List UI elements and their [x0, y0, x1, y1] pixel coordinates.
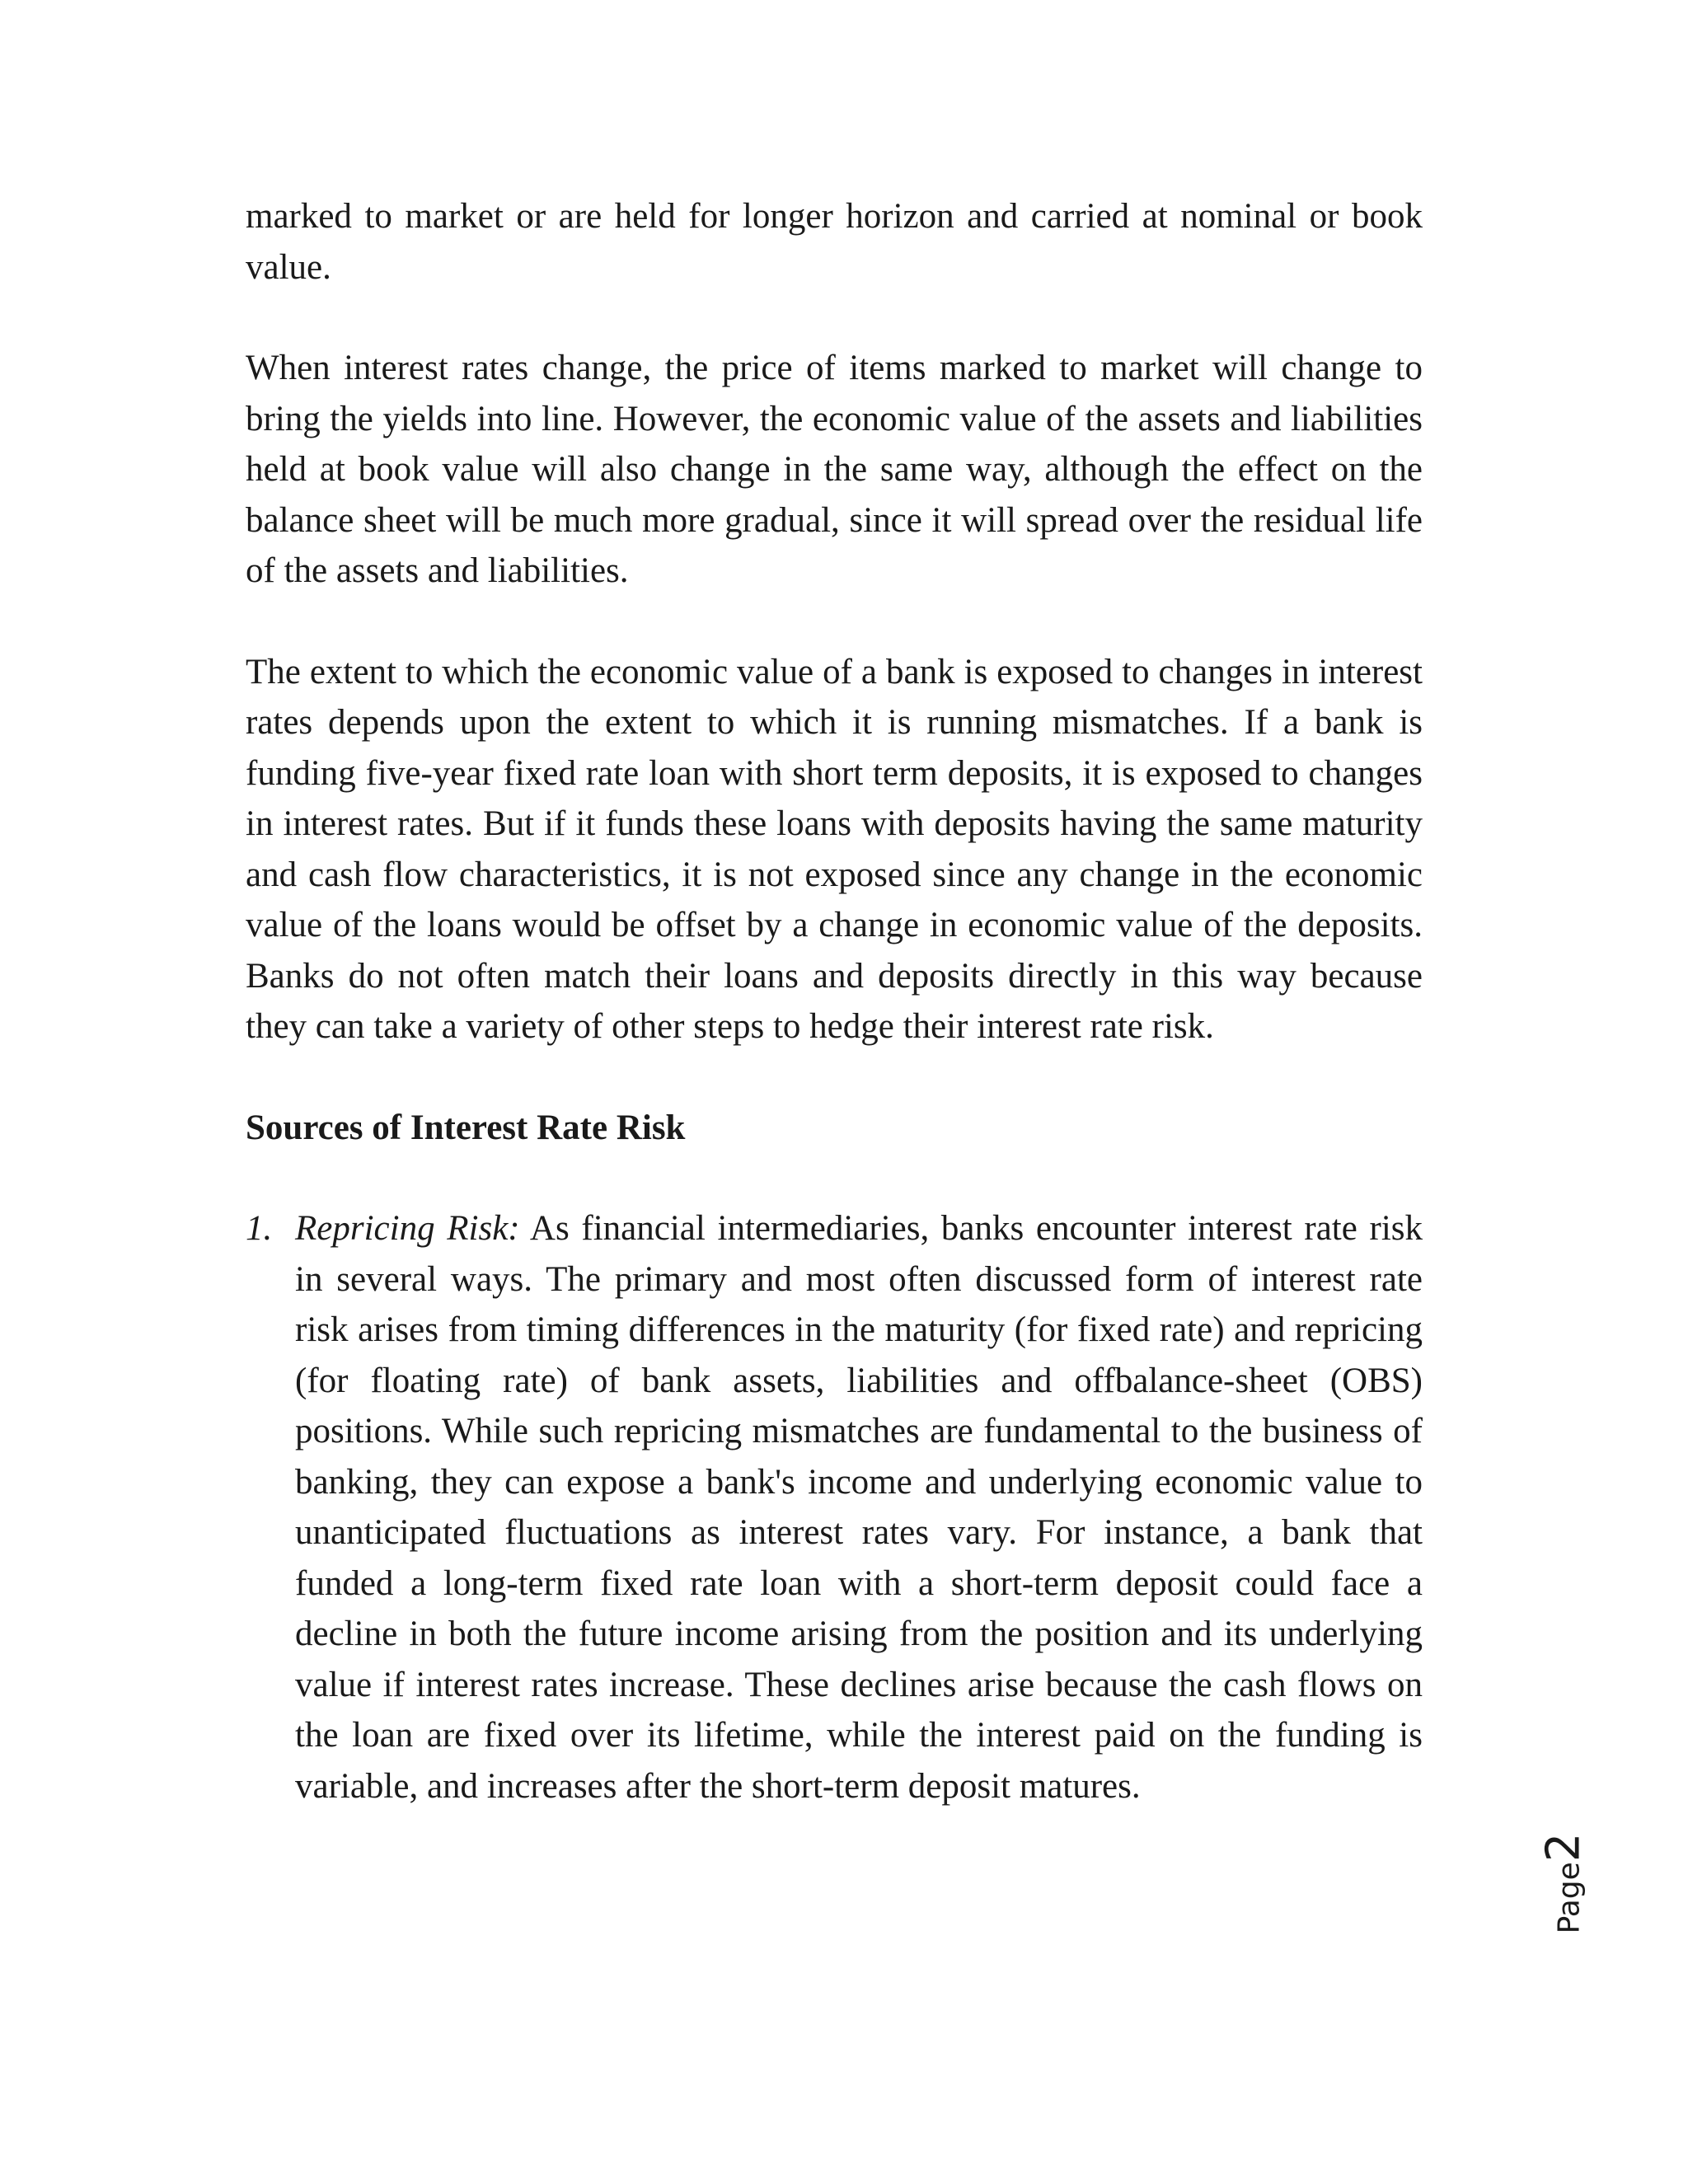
paragraph-3: The extent to which the economic value of a bank is exposed to changes in interest rates depends upon the extent to which it is running mismatches. If a bank is funding five-year fixed rate loan with short term deposits, it is exposed to changes in interest rates. But if it funds these loans with deposits having the same maturity and cash flow characteristics, it is not exposed since any change in the economic value of the loans would be offset by a change in economic value of the deposits. Banks do not often match their loans and deposits directly in this way because they can take a variety of other steps to hedge their interest rate risk.	[246, 652, 1423, 1046]
list-item-text: As financial intermediaries, banks encounter interest rate risk in several ways. The primary and most often discussed form of interest rate risk arises from timing differences in the maturity (for fixed rate) and repricing (for floating rate) of bank assets, liabilities and offbalance-sheet (OBS) positions. While such repricing mismatches are fundamental to the business of banking, they can expose a bank's income and underlying economic value to unanticipated fluctuations as interest rates vary. For instance, a bank that funded a long-term fixed rate loan with a short-term deposit could face a decline in both the future income arising from the position and its underlying value if interest rates increase. These declines arise because the cash flows on the loan are fixed over its lifetime, while the interest paid on the funding is variable, and increases after the short-term deposit matures.	[295, 1209, 1423, 1806]
page-digit: 2	[1536, 1832, 1591, 1863]
document-page	[246, 191, 1423, 1811]
list-item-number: 1.	[246, 1209, 273, 1248]
paragraph-2: When interest rates change, the price of items marked to market will change to bring the yields into line. However, the economic value of the assets and liabilities held at book value will also change in the same way, although the effect on the balance sheet will be much more gradual, since it will spread over the residual life of the assets and liabilities.	[246, 349, 1423, 590]
paragraph-1: marked to market or are held for longer horizon and carried at nominal or book value.	[246, 197, 1423, 287]
paragraph-gap	[246, 597, 1423, 647]
page-number	[1536, 1821, 1591, 1945]
list-item-body	[295, 1203, 1423, 1811]
page-label: Page	[1552, 1862, 1587, 1934]
list-item-term: Repricing Risk:	[295, 1209, 520, 1248]
list-item-repricing-risk	[246, 1203, 1423, 1811]
paragraph-gap	[246, 1153, 1423, 1203]
paragraph-gap	[246, 293, 1423, 343]
section-heading: Sources of Interest Rate Risk	[246, 1108, 686, 1147]
page-number-rotated	[1537, 1833, 1591, 1934]
paragraph-gap	[246, 1052, 1423, 1103]
